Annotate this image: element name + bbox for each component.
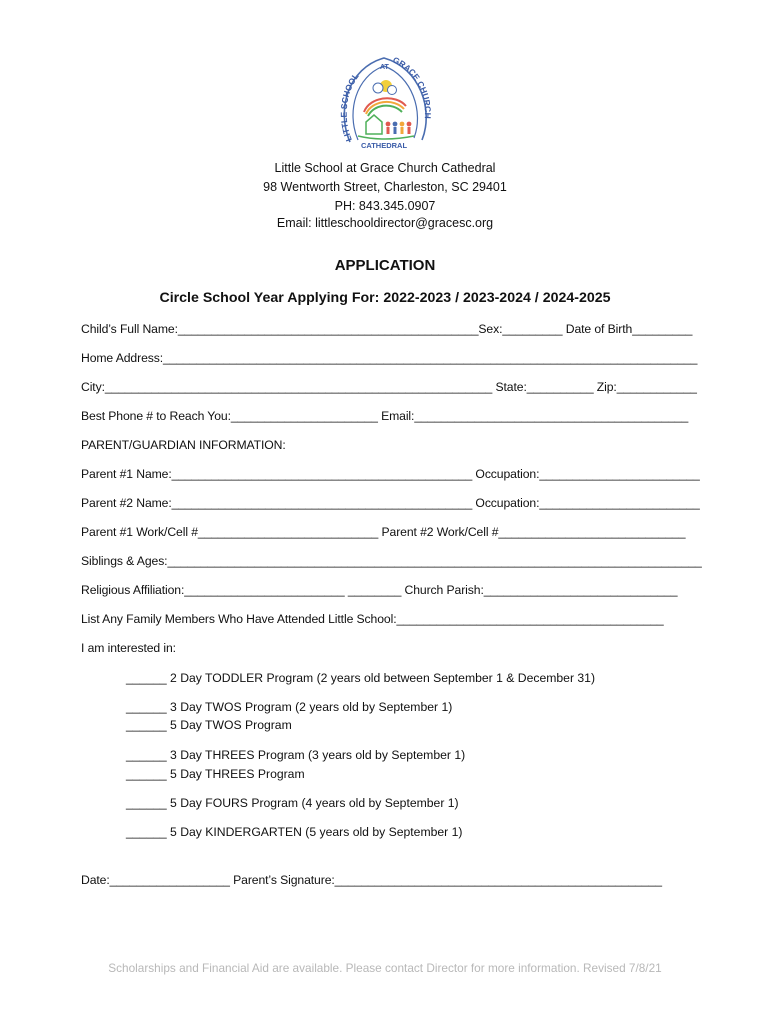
school-email: Email: littleschooldirector@gracesc.org <box>276 216 494 230</box>
siblings-line: Siblings & Ages:________________________________________________________________________________ <box>81 554 702 568</box>
parent-section-heading: PARENT/GUARDIAN INFORMATION: <box>81 438 286 452</box>
family-members-line: List Any Family Members Who Have Attended Little School:________________________________________ <box>81 612 664 626</box>
interested-in-heading: I am interested in: <box>81 641 176 655</box>
city-line: City:__________________________________________________________ State:__________ Zip:____________ <box>81 380 697 394</box>
parent2-name-line: Parent #2 Name:_____________________________________________ Occupation:________________________ <box>81 496 700 510</box>
program-option: ______ 5 Day FOURS Program (4 years old by September 1) <box>126 796 459 810</box>
work-cell-line: Parent #1 Work/Cell #___________________________ Parent #2 Work/Cell #____________________________ <box>81 525 686 539</box>
school-logo <box>330 52 438 152</box>
program-option: ______ 5 Day THREES Program <box>126 767 305 781</box>
program-option: ______ 2 Day TODDLER Program (2 years old between September 1 & December 31) <box>126 671 596 685</box>
school-phone: PH: 843.345.0907 <box>334 199 436 213</box>
program-option: ______ 3 Day TWOS Program (2 years old by September 1) <box>126 700 453 714</box>
phone-email-line: Best Phone # to Reach You:______________________ Email:_________________________________________ <box>81 409 689 423</box>
svg-text:LITTLE SCHOOL: LITTLE SCHOOL <box>338 71 361 143</box>
school-name: Little School at Grace Church Cathedral <box>274 161 496 175</box>
child-name-line: Child’s Full Name:_____________________________________________Sex:_________ Date of Birth_________ <box>81 322 693 336</box>
footer-note: Scholarships and Financial Aid are available. Please contact Director for more information. Revised 7/8/21 <box>108 961 662 975</box>
school-year-prompt: Circle School Year Applying For: 2022-2023 / 2023-2024 / 2024-2025 <box>159 290 611 306</box>
svg-text:AT: AT <box>380 64 389 71</box>
religious-affiliation-line: Religious Affiliation:________________________ ________ Church Parish:_____________________________ <box>81 583 678 597</box>
school-address: 98 Wentworth Street, Charleston, SC 29401 <box>263 180 507 194</box>
form-title: APPLICATION <box>334 257 436 274</box>
parent1-name-line: Parent #1 Name:_____________________________________________ Occupation:________________________ <box>81 467 700 481</box>
program-option: ______ 5 Day KINDERGARTEN (5 years old by September 1) <box>126 825 463 839</box>
program-option: ______ 5 Day TWOS Program <box>126 718 292 732</box>
svg-text:CATHEDRAL: CATHEDRAL <box>360 141 408 150</box>
date-signature-line: Date:__________________ Parent’s Signature:_________________________________________________ <box>81 873 662 887</box>
program-option: ______ 3 Day THREES Program (3 years old by September 1) <box>126 748 466 762</box>
svg-text:GRACE CHURCH: GRACE CHURCH <box>391 54 434 119</box>
home-address-line: Home Address:________________________________________________________________________________ <box>81 351 698 365</box>
